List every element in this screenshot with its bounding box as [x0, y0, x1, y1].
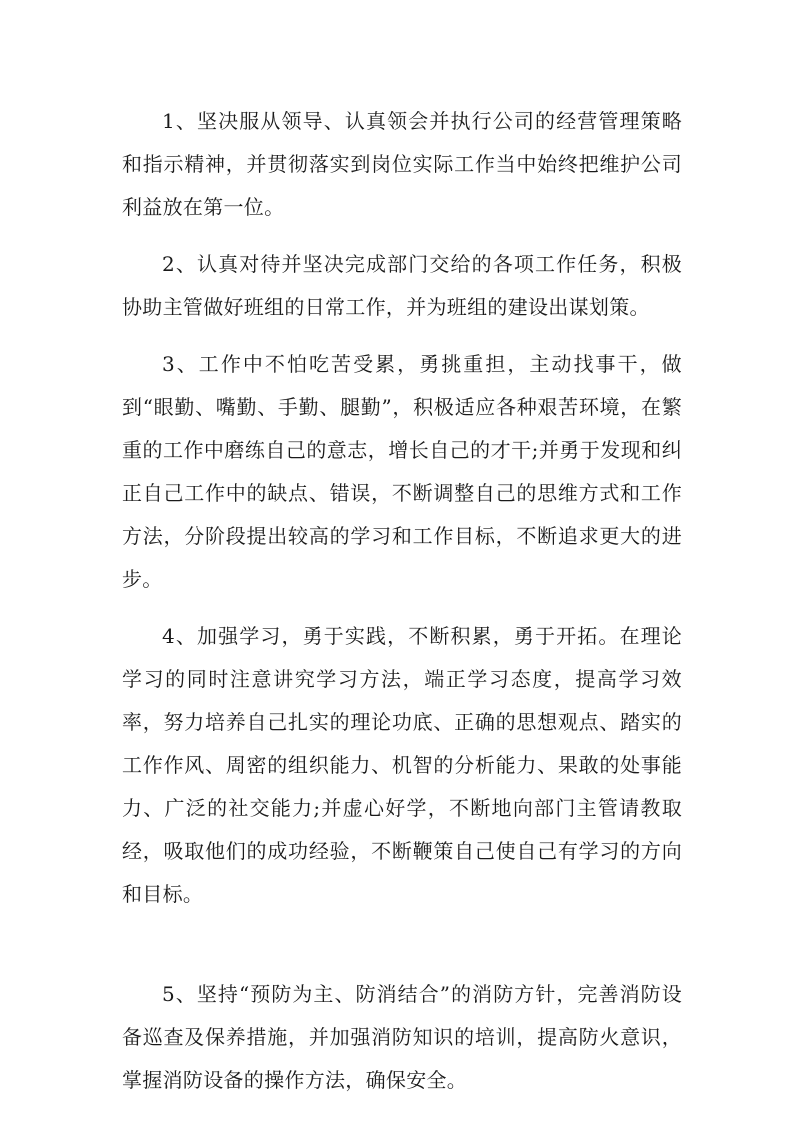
document-page — [122, 100, 682, 1102]
paragraph-4: 4、加强学习，勇于实践，不断积累，勇于开拓。在理论学习的同时注意讲究学习方法，端正学习态度，提高学习效率，努力培养自己扎实的理论功底、正确的思想观点、踏实的工作作风、周密的组织能力、机智的分析能力、果敢的处事能力、广泛的社交能力;并虚心好学，不断地向部门主管请教取经，吸取他们的成功经验，不断鞭策自己使自己有学习的方向和目标。 — [122, 624, 682, 906]
paragraph-spacer — [122, 329, 682, 343]
paragraph-spacer — [122, 229, 682, 243]
paragraph-5: 5、坚持“预防为主、防消结合”的消防方针，完善消防设备巡查及保养措施，并加强消防知识的培训，提高防火意识，掌握消防设备的操作方法，确保安全。 — [122, 982, 682, 1092]
paragraph-1: 1、坚决服从领导、认真领会并执行公司的经营管理策略和指示精神，并贯彻落实到岗位实际工作当中始终把维护公司利益放在第一位。 — [122, 109, 682, 219]
paragraph-3: 3、工作中不怕吃苦受累，勇挑重担，主动找事干，做到“眼勤、嘴勤、手勤、腿勤”，积极适应各种艰苦环境，在繁重的工作中磨练自己的意志，增长自己的才干;并勇于发现和纠正自己工作中的缺点、错误，不断调整自己的思维方式和工作方法，分阶段提出较高的学习和工作目标，不断追求更大的进步。 — [122, 352, 682, 591]
paragraph-spacer — [122, 601, 682, 615]
paragraph-2: 2、认真对待并坚决完成部门交给的各项工作任务，积极协助主管做好班组的日常工作，并为班组的建设出谋划策。 — [122, 252, 682, 319]
paragraph-spacer — [122, 916, 682, 973]
